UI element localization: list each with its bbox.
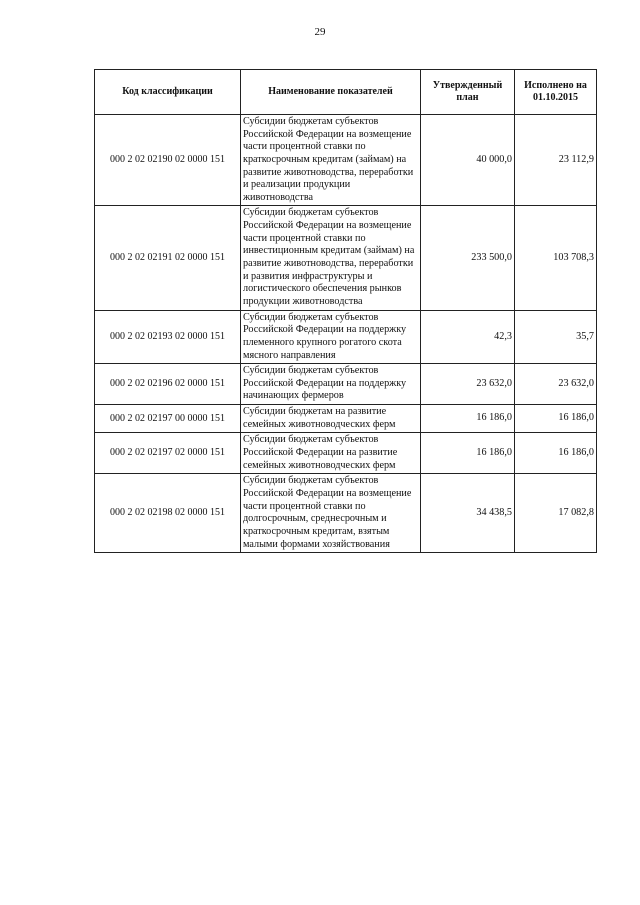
row-code: 000 2 02 02190 02 0000 151 xyxy=(95,115,241,206)
table-row xyxy=(95,405,597,433)
row-plan: 40 000,0 xyxy=(421,115,515,206)
row-plan: 233 500,0 xyxy=(421,206,515,310)
row-plan: 34 438,5 xyxy=(421,474,515,553)
row-done: 16 186,0 xyxy=(515,405,597,433)
row-done: 23 632,0 xyxy=(515,364,597,405)
row-plan: 42,3 xyxy=(421,310,515,364)
row-name: Субсидии бюджетам субъектов Российской Федерации на возмещение части процентной ставки по инвестиционным кредитам (займам) на развитие животноводства, переработки и развития инфраструктуры и логистического обеспечения рынков продукции животноводства xyxy=(241,206,421,310)
row-name: Субсидии бюджетам на развитие семейных животноводческих ферм xyxy=(241,405,421,433)
row-done: 16 186,0 xyxy=(515,433,597,474)
header-row xyxy=(95,70,597,115)
row-name: Субсидии бюджетам субъектов Российской Федерации на возмещение части процентной ставки по краткосрочным кредитам (займам) на развитие животноводства, переработки и реализации продукции животноводства xyxy=(241,115,421,206)
row-plan: 16 186,0 xyxy=(421,405,515,433)
table-row xyxy=(95,364,597,405)
table-row xyxy=(95,474,597,553)
row-done: 35,7 xyxy=(515,310,597,364)
row-code: 000 2 02 02191 02 0000 151 xyxy=(95,206,241,310)
table-row xyxy=(95,433,597,474)
row-name: Субсидии бюджетам субъектов Российской Федерации на поддержку начинающих фермеров xyxy=(241,364,421,405)
row-name: Субсидии бюджетам субъектов Российской Федерации на возмещение части процентной ставки по долгосрочным, среднесрочным и краткосрочным кредитам, взятым малыми формами хозяйствования xyxy=(241,474,421,553)
row-code: 000 2 02 02197 00 0000 151 xyxy=(95,405,241,433)
header-name: Наименование показателей xyxy=(241,70,421,115)
table-row xyxy=(95,310,597,364)
row-code: 000 2 02 02196 02 0000 151 xyxy=(95,364,241,405)
row-done: 17 082,8 xyxy=(515,474,597,553)
table-row xyxy=(95,115,597,206)
row-code: 000 2 02 02197 02 0000 151 xyxy=(95,433,241,474)
budget-table xyxy=(94,69,597,553)
header-plan: Утвержденный план xyxy=(421,70,515,115)
row-code: 000 2 02 02198 02 0000 151 xyxy=(95,474,241,553)
page-number: 29 xyxy=(314,26,326,38)
row-plan: 16 186,0 xyxy=(421,433,515,474)
row-done: 103 708,3 xyxy=(515,206,597,310)
header-code: Код классификации xyxy=(95,70,241,115)
table-body xyxy=(95,115,597,553)
row-done: 23 112,9 xyxy=(515,115,597,206)
row-plan: 23 632,0 xyxy=(421,364,515,405)
row-code: 000 2 02 02193 02 0000 151 xyxy=(95,310,241,364)
row-name: Субсидии бюджетам субъектов Российской Федерации на поддержку племенного крупного рогатого скота мясного направления xyxy=(241,310,421,364)
header-done: Исполнено на 01.10.2015 xyxy=(515,70,597,115)
table-row xyxy=(95,206,597,310)
table-header xyxy=(95,70,597,115)
row-name: Субсидии бюджетам субъектов Российской Федерации на развитие семейных животноводческих ферм xyxy=(241,433,421,474)
